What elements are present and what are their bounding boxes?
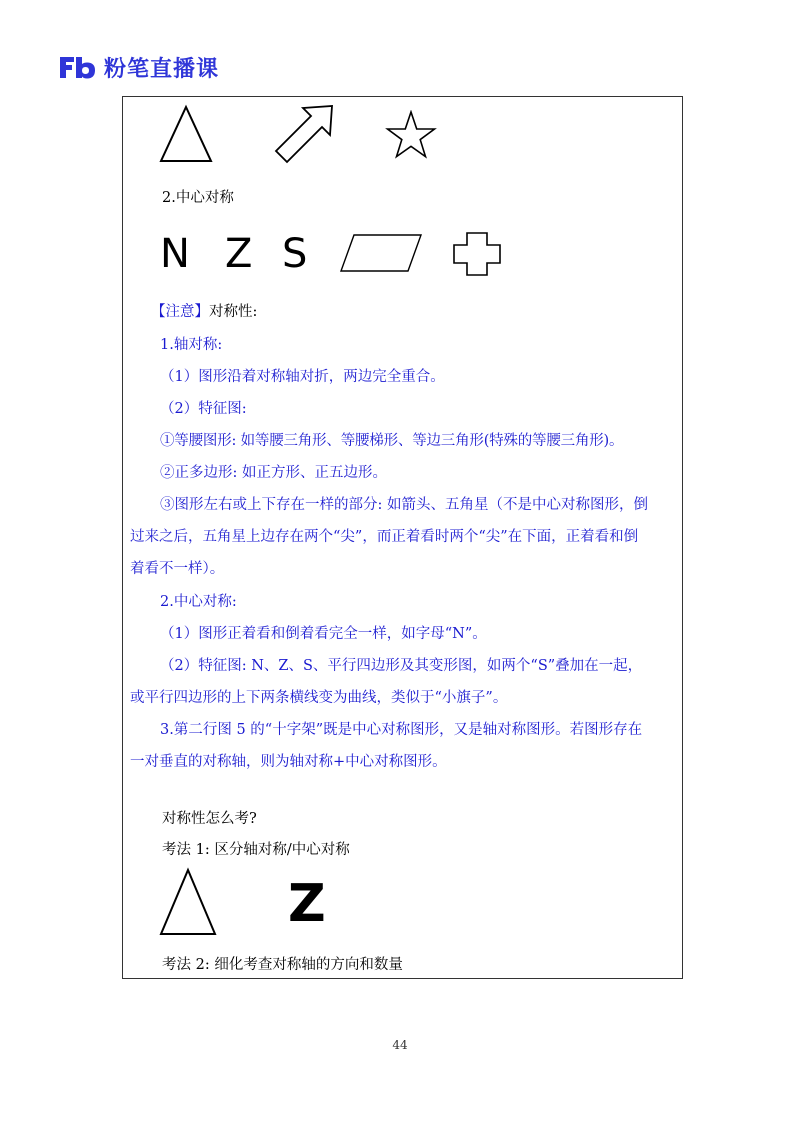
brand-logo (58, 52, 219, 82)
triangle-icon (158, 104, 214, 164)
note-item-3: 3.第二行图 5 的“十字架”既是中心对称图形，又是轴对称图形。若图形存在一对垂直的对称轴，则为轴对称+中心对称图形。 (130, 722, 643, 770)
exam-method-1: 考法 1: 区分轴对称/中心对称 (162, 842, 350, 858)
letter-s: S (282, 231, 308, 277)
cross-icon (451, 230, 503, 278)
note-title: 对称性: (209, 304, 258, 320)
central-symmetry-label: 2.中心对称 (162, 190, 234, 206)
letter-n: N (160, 231, 190, 277)
star-icon (383, 110, 439, 160)
axis-item-1: （1）图形沿着对称轴对折，两边完全重合。 (160, 369, 445, 385)
brand-name: 粉笔直播课 (104, 56, 220, 82)
axis-item-2-3: ③图形左右或上下存在一样的部分: 如箭头、五角星（不是中心对称图形，倒过来之后，五角星上边存在两个“尖”，而正着看时两个“尖”在下面，正着看和倒着看不一样）。 (130, 497, 648, 577)
axis-item-2-1: ①等腰图形: 如等腰三角形、等腰梯形、等边三角形(特殊的等腰三角形)。 (160, 433, 624, 449)
central-item-1: （1）图形正着看和倒着看完全一样，如字母“N”。 (160, 626, 487, 642)
note-heading (151, 302, 257, 322)
central-item-2: （2）特征图: N、Z、S、平行四边形及其变形图，如两个“S”叠加在一起，或平行四边形的上下两条横线变为曲线，类似于“小旗子”。 (130, 658, 643, 706)
letter-z: Z (225, 231, 253, 277)
axis-item-2-2: ②正多边形: 如正方形、正五边形。 (160, 465, 387, 481)
axis-symmetry-title: 1.轴对称: (160, 337, 223, 353)
exam-method-2: 考法 2: 细化考查对称轴的方向和数量 (162, 957, 403, 973)
parallelogram-icon (338, 232, 424, 274)
note-bracket-label: 【注意】 (151, 304, 209, 320)
central-symmetry-title: 2.中心对称: (160, 594, 237, 610)
page-number: 44 (392, 1038, 408, 1052)
axis-item-2: （2）特征图: (160, 401, 247, 417)
arrow-icon (272, 102, 336, 166)
triangle-icon (158, 867, 218, 937)
exam-question: 对称性怎么考? (162, 811, 257, 827)
exam-letter-z: Z (288, 874, 326, 934)
fb-logo-icon (58, 54, 98, 80)
